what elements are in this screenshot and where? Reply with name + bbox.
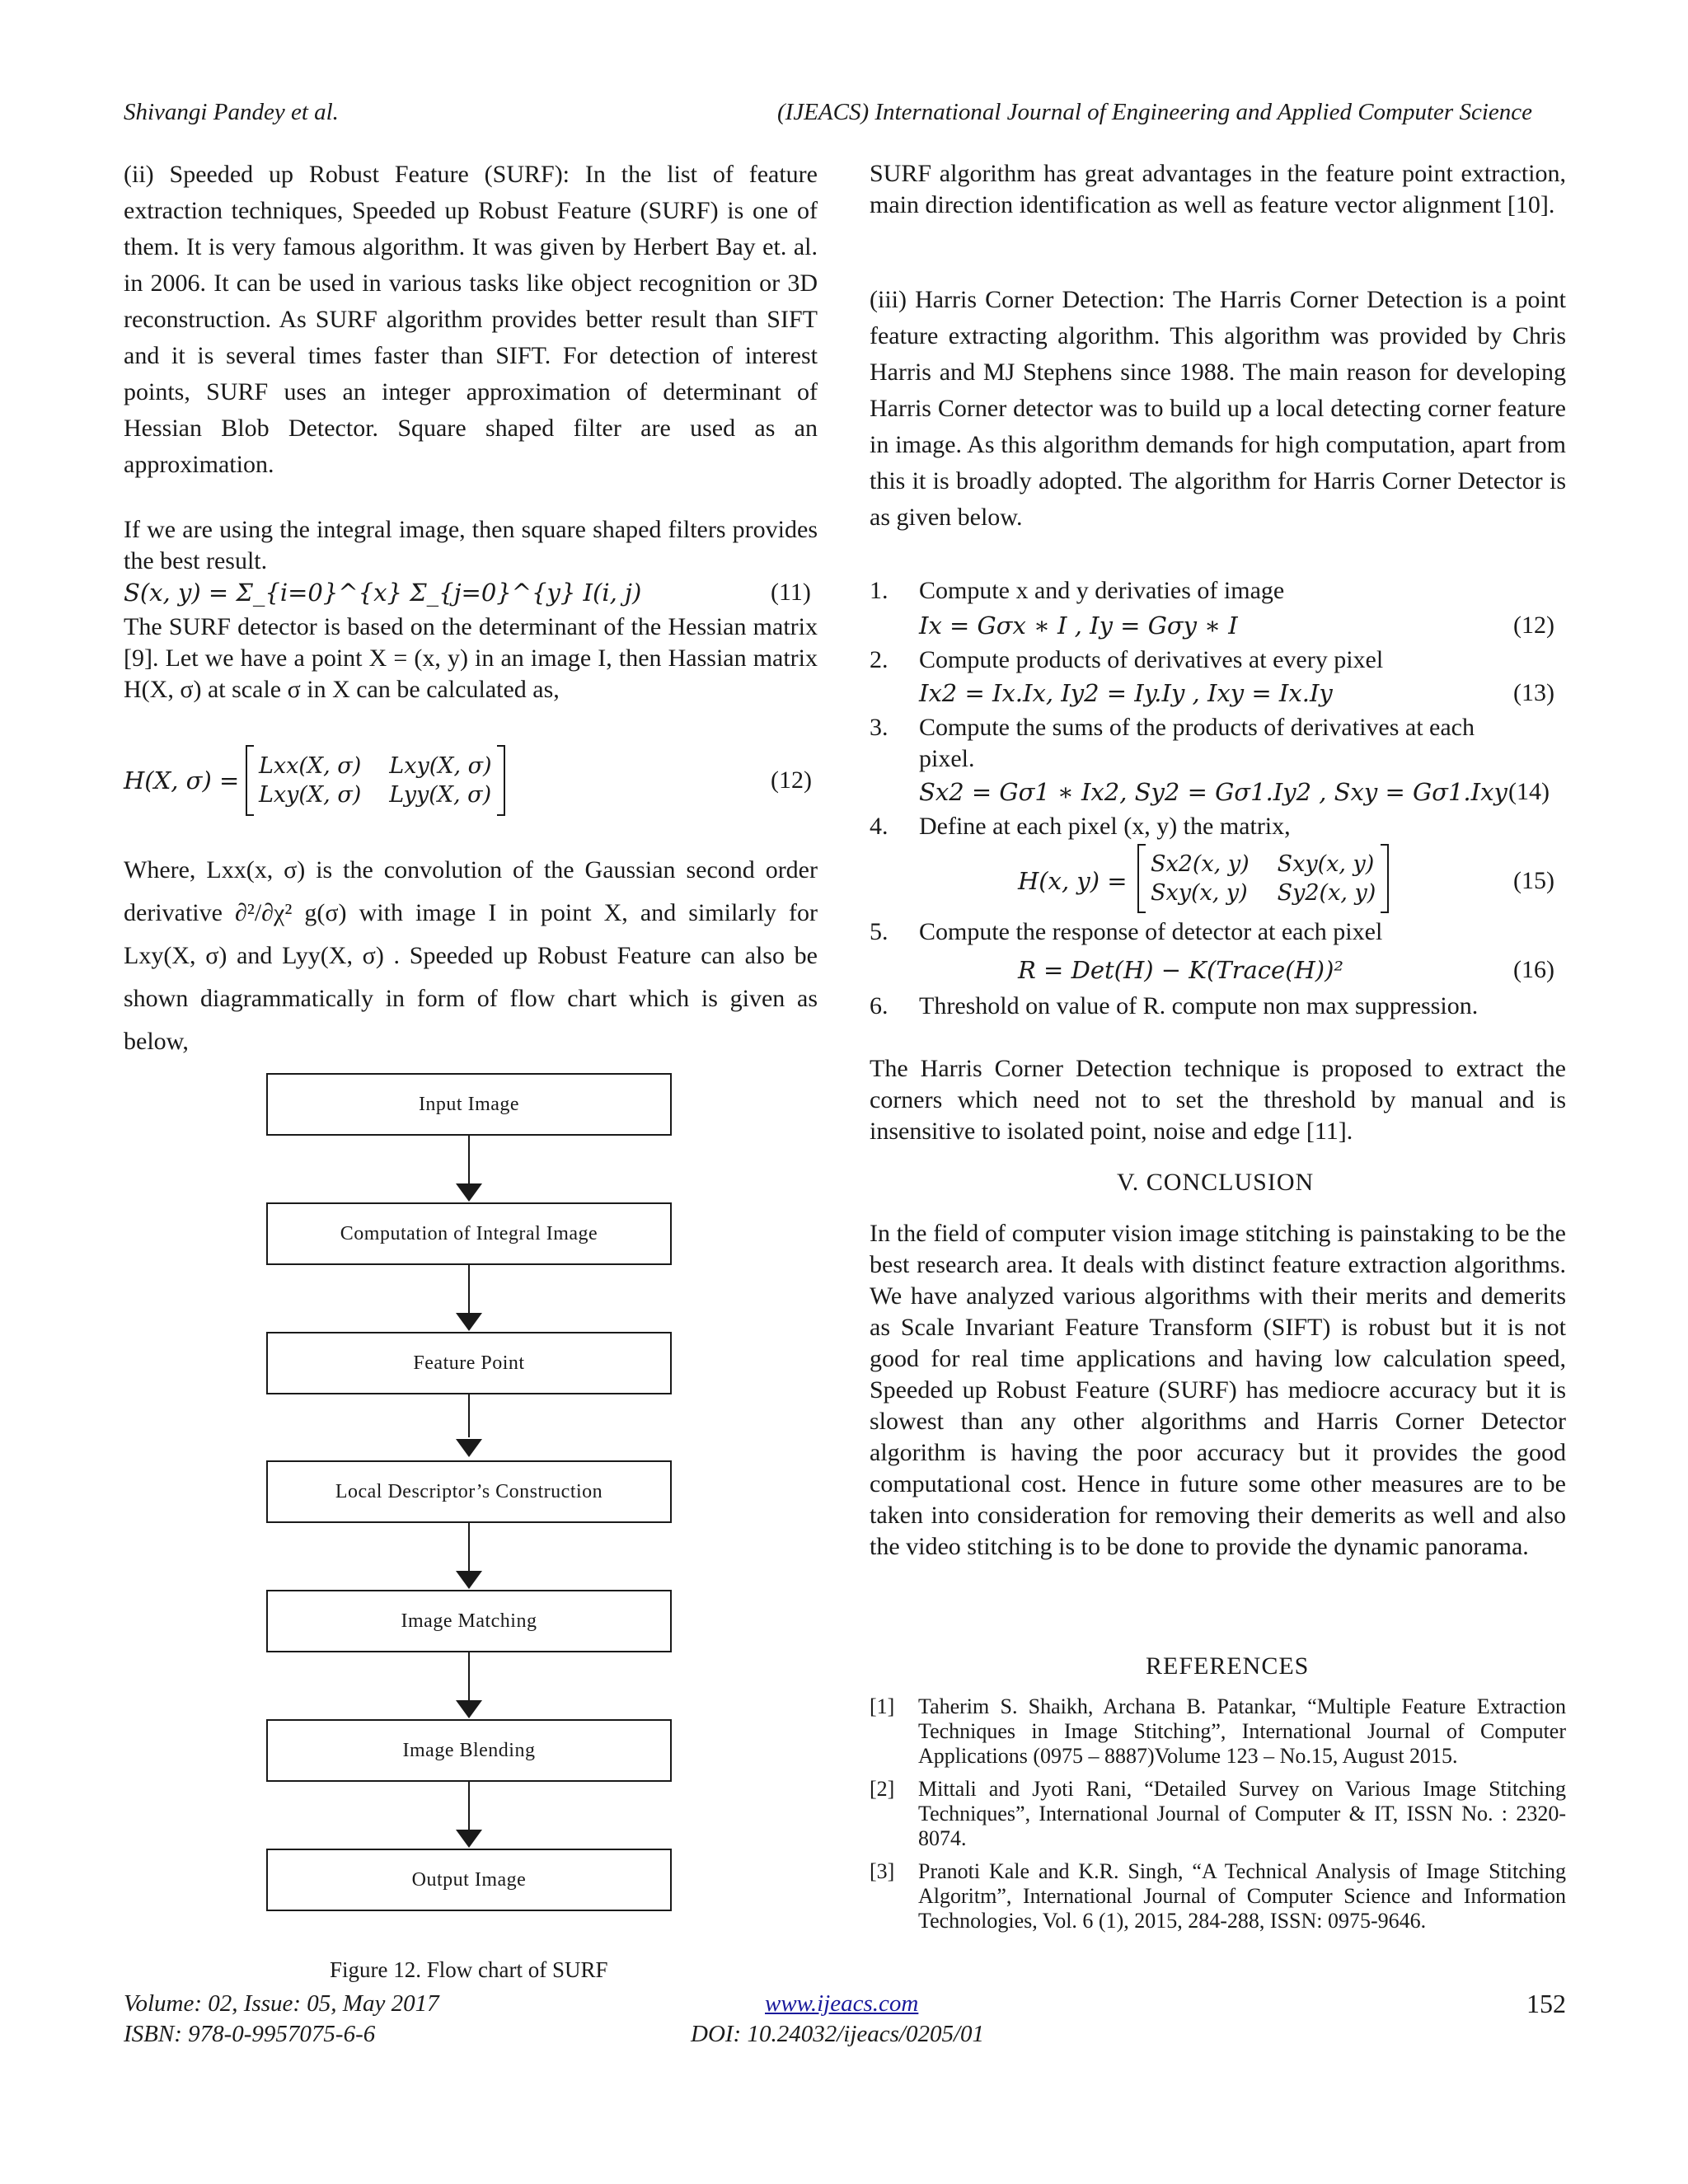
reference-1-num: [1] xyxy=(870,1694,895,1718)
footer-doi: DOI: 10.24032/ijeacs/0205/01 xyxy=(691,2021,985,2047)
flow-step-output-image: Output Image xyxy=(266,1849,672,1911)
hessian-m11: Lxx(X, σ) xyxy=(259,753,362,779)
reference-3-num: [3] xyxy=(870,1859,895,1883)
hessian-paragraph: The SURF detector is based on the determinant of the Hessian matrix [9]. Let we have a point X = (x, y) in an image I, then Hassian matrix H(X, σ) at scale σ in X can be calculated as, xyxy=(124,613,818,703)
harris-step-4-text: Define at each pixel (x, y) the matrix, xyxy=(919,813,1291,840)
flow-arrow-head xyxy=(456,1700,482,1718)
harris-summary-paragraph: The Harris Corner Detection technique is proposed to extract the corners which need not to set the threshold by manual and is insensitive to isolated point, noise and edge [11]. xyxy=(870,1055,1566,1145)
flow-arrow-head xyxy=(456,1313,482,1331)
where-paragraph: Where, Lxx(x, σ) is the convolution of the Gaussian second order derivative ∂²/∂χ² g(σ) with image I in point X, and similarly for Lxy(X, σ) and Lyy(X, σ) . Speeded up Robust Feature can also be shown diagrammatically in form of flow chart which is given as below, xyxy=(124,856,818,1055)
reference-3-text: Pranoti Kale and K.R. Singh, “A Technical Analysis of Image Stitching Algoritm”, International Journal of Computer Science and Information Technologies, Vol. 6 (1), 2015, 284-288, ISSN: 0975-9646. xyxy=(918,1859,1566,1933)
flow-connector xyxy=(468,1782,470,1831)
equation-12-lhs: H(X, σ) = xyxy=(124,766,240,794)
equation-12-number: (12) xyxy=(771,766,812,794)
hessian-m22: Lyy(X, σ) xyxy=(389,782,492,808)
harris-step-2-text: Compute products of derivatives at every pixel xyxy=(919,646,1384,673)
integral-paragraph: If we are using the integral image, then square shaped filters provides the best result. xyxy=(124,516,818,574)
harris-step-6-text: Threshold on value of R. compute non max suppression. xyxy=(919,992,1479,1019)
flow-connector xyxy=(468,1652,470,1702)
page-number: 152 xyxy=(1526,1989,1566,2018)
harris-eq-16: R = Det(H) − K(Trace(H))² xyxy=(1018,956,1344,984)
harris-eq-12-number: (12) xyxy=(1513,612,1554,639)
harris-m12: Sxy(x, y) xyxy=(1277,851,1375,877)
flow-arrow-head xyxy=(456,1830,482,1848)
hessian-matrix xyxy=(246,745,505,816)
flow-connector xyxy=(468,1136,470,1185)
harris-eq-14: Sx2 = Gσ1 ∗ Ix2, Sy2 = Gσ1.Iy2 , Sxy = Gσ1.Ixy xyxy=(919,778,1507,806)
flow-arrow-head xyxy=(456,1439,482,1457)
conclusion-paragraph: In the field of computer vision image stitching is painstaking to be the best research area. It deals with distinct feature extraction algorithms. We have analyzed various algorithms with their merits and demerits as Scale Invariant Feature Transform (SIFT) is robust but it is not good for real time applications and having low calculation speed, Speeded up Robust Feature (SURF) has mediocre accuracy but it is slowest than any other algorithms and Harris Corner Detector algorithm is having the poor accuracy but it provides the good computational cost. Hence in future some other measures are to be taken into consideration for removing their demerits as well and also the video stitching is to be done to provide the dynamic panorama. xyxy=(870,1220,1566,1560)
footer-isbn: ISBN: 978-0-9957075-6-6 xyxy=(124,2021,376,2047)
equation-11-number: (11) xyxy=(771,579,811,606)
harris-eq-13-number: (13) xyxy=(1513,679,1554,706)
running-header-author: Shivangi Pandey et al. xyxy=(124,99,339,125)
harris-eq-12: Ix = Gσx ∗ I , Iy = Gσy ∗ I xyxy=(919,612,1238,640)
harris-step-5-text: Compute the response of detector at each pixel xyxy=(919,918,1383,945)
harris-eq-15-number: (15) xyxy=(1513,867,1554,894)
flow-arrow-head xyxy=(456,1571,482,1589)
flow-arrow-head xyxy=(456,1183,482,1202)
flow-step-image-matching: Image Matching xyxy=(266,1590,672,1652)
reference-2-text: Mittali and Jyoti Rani, “Detailed Survey on Various Image Stitching Techniques”, International Journal of Computer & IT, ISSN No. : 2320-8074. xyxy=(918,1777,1566,1850)
harris-step-1-text: Compute x and y derivaties of image xyxy=(919,577,1285,604)
harris-paragraph: (iii) Harris Corner Detection: The Harris Corner Detection is a point feature extracting algorithm. This algorithm was provided by Chris Harris and MJ Stephens since 1988. The main reason for developing Harris Corner detector was to build up a local detecting corner feature in image. As this algorithm demands for high computation, apart from this it is broadly adopted. The algorithm for Harris Corner Detector is as given below. xyxy=(870,286,1566,531)
harris-step-5-num: 5. xyxy=(870,918,889,945)
reference-2-num: [2] xyxy=(870,1777,895,1801)
figure-caption: Figure 12. Flow chart of SURF xyxy=(330,1957,608,1982)
running-header-journal: (IJEACS) International Journal of Engineering and Applied Computer Science xyxy=(777,99,1533,125)
harris-eq-15-lhs: H(x, y) = xyxy=(1018,867,1128,895)
flow-connector xyxy=(468,1265,470,1315)
reference-1-text: Taherim S. Shaikh, Archana B. Patankar, “Multiple Feature Extraction Techniques in Image Stitching”, International Journal of Computer Applications (0975 – 8887)Volume 123 – No.15, August 2015. xyxy=(918,1694,1566,1768)
harris-step-6-num: 6. xyxy=(870,992,889,1019)
conclusion-heading: V. CONCLUSION xyxy=(1117,1169,1315,1196)
flow-connector xyxy=(468,1523,470,1572)
references-heading: REFERENCES xyxy=(1146,1652,1310,1680)
harris-step-3-text: Compute the sums of the products of derivatives at each xyxy=(919,714,1475,741)
flow-connector xyxy=(468,1394,470,1437)
journal-website-link[interactable]: www.ijeacs.com xyxy=(765,1990,919,2017)
flow-step-local-descriptor: Local Descriptor’s Construction xyxy=(266,1460,672,1523)
surf-paragraph: (ii) Speeded up Robust Feature (SURF): In the list of feature extraction techniques, Speeded up Robust Feature (SURF) is one of them. It is very famous algorithm. It was given by Herbert Bay et. al. in 2006. It can be used in various tasks like object recognition or 3D reconstruction. As SURF algorithm provides better result than SIFT and it is several times faster than SIFT. For detection of interest points, SURF uses an integer approximation of determinant of Hessian Blob Detector. Square shaped filter are used as an approximation. xyxy=(124,161,818,478)
harris-eq-13: Ix2 = Ix.Ix, Iy2 = Iy.Iy , Ixy = Ix.Iy xyxy=(919,679,1333,707)
surf-continued-paragraph: SURF algorithm has great advantages in the feature point extraction, main direction identification as well as feature vector alignment [10]. xyxy=(870,160,1566,218)
harris-step-3-text-cont: pixel. xyxy=(919,745,975,772)
harris-step-1-num: 1. xyxy=(870,577,889,604)
hessian-m21: Lxy(X, σ) xyxy=(259,782,362,808)
harris-m21: Sxy(x, y) xyxy=(1151,880,1248,906)
flow-step-image-blending: Image Blending xyxy=(266,1719,672,1782)
flow-step-input-image: Input Image xyxy=(266,1073,672,1136)
harris-step-2-num: 2. xyxy=(870,646,889,673)
harris-matrix xyxy=(1137,844,1389,913)
harris-eq-14-number: (14) xyxy=(1508,778,1550,805)
harris-step-3-num: 3. xyxy=(870,714,889,741)
flow-step-feature-point: Feature Point xyxy=(266,1332,672,1394)
harris-m22: Sy2(x, y) xyxy=(1277,880,1376,906)
harris-m11: Sx2(x, y) xyxy=(1151,851,1250,877)
hessian-m12: Lxy(X, σ) xyxy=(389,753,492,779)
flow-step-integral-image: Computation of Integral Image xyxy=(266,1202,672,1265)
harris-step-4-num: 4. xyxy=(870,813,889,840)
harris-eq-16-number: (16) xyxy=(1513,956,1554,983)
equation-11: S(x, y) = Σ_{i=0}^{x} Σ_{j=0}^{y} I(i, j) xyxy=(124,579,642,607)
footer-volume: Volume: 02, Issue: 05, May 2017 xyxy=(124,1990,439,2017)
